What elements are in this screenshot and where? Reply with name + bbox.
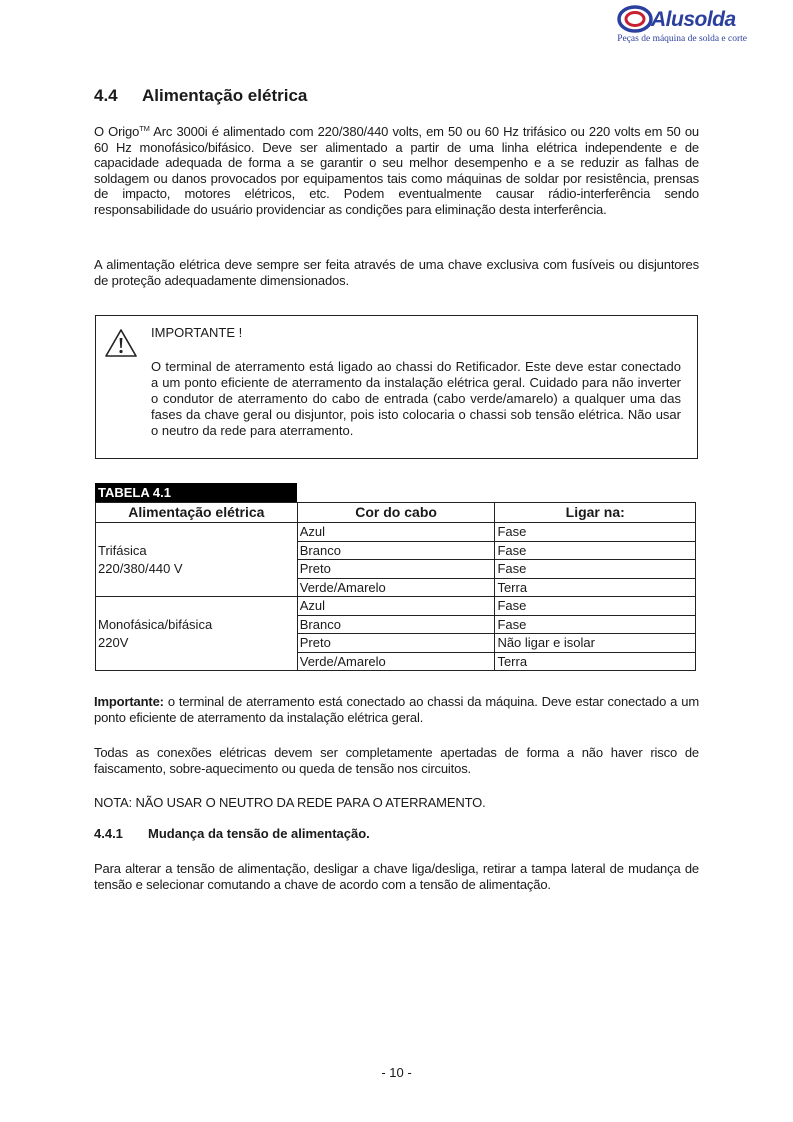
group-voltage: 220/380/440 V	[98, 560, 183, 576]
section-heading	[94, 86, 307, 106]
connect-to: Não ligar e isolar	[495, 634, 696, 653]
header-ligar-na: Ligar na:	[495, 503, 696, 523]
subsection-number: 4.4.1	[94, 826, 123, 841]
group-trifasica	[96, 523, 298, 597]
connect-to: Fase	[495, 541, 696, 560]
group-voltage: 220V	[98, 634, 129, 650]
section-number: 4.4	[94, 86, 118, 105]
cable-color: Preto	[297, 634, 495, 653]
subsection-title: Mudança da tensão de alimentação.	[148, 826, 370, 841]
table-header-row	[96, 503, 696, 523]
connect-to: Fase	[495, 523, 696, 542]
nota-text: NOTA: NÃO USAR O NEUTRO DA REDE PARA O ATERRAMENTO.	[94, 795, 486, 810]
warning-title: IMPORTANTE !	[151, 325, 243, 340]
warning-triangle-icon	[104, 328, 138, 358]
table-row	[96, 597, 696, 616]
cable-color: Verde/Amarelo	[297, 578, 495, 597]
group-name: Trifásica	[98, 542, 147, 558]
cable-color: Branco	[297, 615, 495, 634]
page-number: - 10 -	[381, 1065, 412, 1080]
intro-paragraph-1	[94, 124, 699, 218]
intro-lead: O Origo	[94, 124, 140, 139]
subsection-paragraph	[94, 861, 699, 892]
logo-emblem-icon	[617, 4, 653, 34]
subsection-text: Para alterar a tensão de alimentação, desligar a chave liga/desliga, retirar a tampa lateral de mudança de tensão e selecionar comutando a chave de acordo com a tensão de alimentação.	[94, 861, 699, 892]
cable-color: Azul	[297, 597, 495, 616]
brand-logo	[617, 4, 747, 46]
section-title: Alimentação elétrica	[142, 86, 308, 105]
intro-p2: A alimentação elétrica deve sempre ser feita através de uma chave exclusiva com fusíveis ou disjuntores de proteção adequadamente dimensionados.	[94, 257, 699, 288]
connections-text: Todas as conexões elétricas devem ser completamente apertadas de forma a não haver risco de faiscamento, sobre-aquecimento ou queda de tensão nos circuitos.	[94, 745, 699, 776]
intro-paragraph-2	[94, 257, 699, 288]
connections-note	[94, 745, 699, 776]
cable-color: Azul	[297, 523, 495, 542]
connect-to: Fase	[495, 597, 696, 616]
group-name: Monofásica/bifásica	[98, 616, 213, 632]
nota-line	[94, 795, 699, 811]
trademark-mark: TM	[139, 124, 150, 133]
group-monofasica	[96, 597, 298, 671]
connect-to: Fase	[495, 615, 696, 634]
table-row	[96, 523, 696, 542]
connect-to: Fase	[495, 560, 696, 579]
power-table	[95, 502, 696, 671]
cable-color: Verde/Amarelo	[297, 652, 495, 671]
table-label: TABELA 4.1	[95, 483, 297, 502]
important-text: o terminal de aterramento está conectado ao chassi da máquina. Deve estar conectado a um ponto eficiente de aterramento da instalação elétrica geral.	[94, 694, 699, 725]
important-label: Importante:	[94, 694, 164, 709]
connect-to: Terra	[495, 578, 696, 597]
brand-tagline: Peças de máquina de solda e corte	[617, 34, 747, 44]
brand-name: Alusolda	[651, 8, 736, 31]
intro-body: Arc 3000i é alimentado com 220/380/440 volts, em 50 ou 60 Hz trifásico ou 220 volts em 50 ou 60 Hz monofásico/bifásico. Deve ser alimentado a partir de uma linha elétrica independente e de capacidade adequada de forma a se garantir o seu melhor desempenho e a se reduzir as falhas de soldagem ou danos provocados por equipamentos tais como máquinas de soldar por resistência, prensas de impacto, motores elétricos, etc. Podem eventualmente causar rádio-interferência sendo responsabilidade do usuário providenciar as condições para eliminação desta interferência.	[94, 124, 699, 217]
cable-color: Preto	[297, 560, 495, 579]
cable-color: Branco	[297, 541, 495, 560]
header-alimentacao: Alimentação elétrica	[96, 503, 298, 523]
subsection-heading	[94, 826, 370, 841]
warning-text: O terminal de aterramento está ligado ao chassi do Retificador. Este deve estar conectado a um ponto eficiente de aterramento da instalação elétrica geral. Cuidado para não inverter o condutor de aterramento do cabo de entrada (cabo verde/amarelo) a qualquer uma das fases da chave geral ou disjuntor, pois isto colocaria o chassi sob tensão elétrica. Não usar o neutro da rede para aterramento.	[151, 359, 681, 438]
connect-to: Terra	[495, 652, 696, 671]
header-cor-cabo: Cor do cabo	[297, 503, 495, 523]
important-note	[94, 694, 699, 725]
warning-box	[95, 315, 698, 459]
